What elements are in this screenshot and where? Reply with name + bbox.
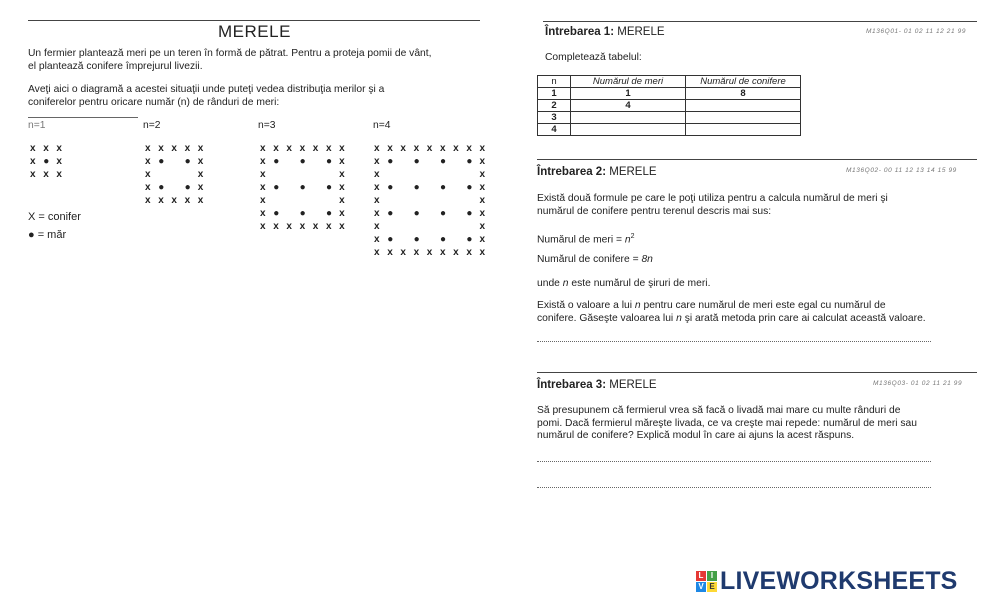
q3-heading (537, 379, 657, 391)
table-row (538, 124, 801, 136)
empty-cell (427, 181, 440, 194)
apple-mark: ● (439, 156, 447, 167)
conifer-mark: x (374, 169, 381, 180)
intro-line-2: el plantează conifere împrejurul livezii. (28, 60, 203, 72)
empty-cell (466, 220, 479, 233)
conifer-mark: x (260, 143, 267, 154)
task1-var: n (634, 300, 641, 311)
task1-b: pentru care numărul de meri este egal cu numărul de (640, 300, 886, 311)
conifer-mark: x (197, 143, 205, 154)
formula2-label: Numărul de conifere = (537, 254, 642, 265)
diagram-row (260, 194, 352, 207)
apple-mark: ● (273, 156, 281, 167)
conifer-mark: x (466, 247, 473, 258)
empty-cell (313, 155, 326, 168)
diagram-row (374, 220, 493, 233)
conifer-mark: x (479, 156, 487, 167)
diagram-row (30, 155, 70, 168)
empty-cell (171, 155, 184, 168)
liveworksheets-icon (696, 571, 717, 592)
conifer-mark: x (374, 195, 381, 206)
q2-task-line-1 (537, 300, 926, 313)
diagram-row (30, 168, 70, 181)
conifer-mark: x (145, 195, 152, 206)
apple-mark: ● (184, 156, 192, 167)
diagram-row (374, 233, 493, 246)
conifer-mark: x (184, 195, 192, 206)
table-row (538, 112, 801, 124)
grid-label-n4: n=4 (373, 120, 391, 131)
conifer-mark: x (145, 182, 152, 193)
empty-cell (300, 168, 313, 181)
q3-top-rule (537, 372, 977, 373)
legend-conifer: X = conifer (28, 211, 81, 223)
task1-a: Există o valoare a lui (537, 300, 635, 311)
conifer-mark: x (312, 221, 320, 232)
empty-cell (427, 233, 440, 246)
q2-title: MERELE (609, 166, 657, 178)
conifer-mark: x (400, 143, 407, 154)
conifer-mark: x (374, 221, 381, 232)
page-title: MERELE (218, 22, 291, 41)
conifer-mark: x (479, 234, 487, 245)
table-header-apples: Numărul de meri (571, 76, 686, 88)
empty-cell (414, 194, 427, 207)
apple-mark: ● (466, 156, 474, 167)
conifer-mark: x (145, 156, 152, 167)
diagram-row (374, 142, 493, 155)
conifer-mark: x (325, 221, 333, 232)
q2-intro-line-1: Există două formule pe care le poţi utiliza pentru a calcula numărul de meri şi (537, 193, 888, 204)
conifer-mark: x (43, 169, 50, 180)
q2-code: M136Q02- 00 11 12 13 14 15 99 (846, 167, 957, 174)
diagram-n2 (145, 142, 211, 207)
apple-mark: ● (413, 156, 421, 167)
formula1-label: Numărul de meri = (537, 234, 625, 246)
conifer-mark: x (413, 247, 421, 258)
q3-title: MERELE (609, 379, 657, 391)
empty-cell (466, 168, 479, 181)
conifer-mark: x (30, 156, 37, 167)
conifer-mark: x (56, 169, 63, 180)
table-cell-apples[interactable]: 1 (571, 88, 686, 100)
conifer-mark: x (479, 182, 487, 193)
conifer-mark: x (479, 247, 487, 258)
diagram-row (374, 168, 493, 181)
conifer-mark: x (197, 182, 205, 193)
conifer-mark: x (197, 156, 205, 167)
where-text: este numărul de şiruri de meri. (568, 278, 711, 289)
grid-label-n1: n=1 (28, 120, 46, 131)
empty-cell (440, 194, 453, 207)
apple-mark: ● (439, 234, 447, 245)
conifer-mark: x (413, 143, 421, 154)
empty-cell (273, 194, 286, 207)
apple-mark: ● (158, 156, 166, 167)
conifer-mark: x (400, 247, 407, 258)
diagram-row (374, 246, 493, 259)
table-cell-conifers[interactable] (686, 124, 801, 136)
diagram-row (260, 142, 352, 155)
table-cell-n: 4 (538, 124, 571, 136)
q2-formula-conifers (537, 254, 653, 267)
q1-table (537, 75, 801, 136)
diagram-n1 (30, 142, 70, 181)
intro-line-1: Un fermier plantează meri pe un teren în formă de pătrat. Pentru a proteja pomii de vânt, (28, 48, 432, 59)
conifer-mark: x (158, 143, 165, 154)
empty-cell (171, 168, 184, 181)
empty-cell (427, 168, 440, 181)
table-cell-conifers[interactable] (686, 100, 801, 112)
conifer-mark: x (339, 195, 346, 206)
apple-mark: ● (387, 182, 395, 193)
diagram-n4 (374, 142, 493, 259)
conifer-mark: x (273, 221, 280, 232)
apple-mark: ● (439, 182, 447, 193)
formula2-value: 8n (641, 254, 653, 265)
apple-mark: ● (387, 234, 395, 245)
conifer-mark: x (374, 156, 381, 167)
conifer-mark: x (453, 143, 460, 154)
empty-cell (400, 181, 413, 194)
conifer-mark: x (171, 195, 178, 206)
conifer-mark: x (145, 169, 152, 180)
conifer-mark: x (171, 143, 178, 154)
empty-cell (453, 220, 466, 233)
empty-cell (326, 194, 339, 207)
diagram-paragraph (28, 84, 488, 109)
table-cell-n: 1 (538, 88, 571, 100)
empty-cell (453, 207, 466, 220)
diagram-row (145, 142, 211, 155)
conifer-mark: x (184, 143, 192, 154)
conifer-mark: x (479, 169, 487, 180)
empty-cell (387, 194, 400, 207)
diagram-row (145, 181, 211, 194)
formula1-var: n (624, 234, 631, 246)
left-top-rule (28, 20, 480, 21)
q3-label: Întrebarea 3: (537, 379, 607, 391)
empty-cell (453, 168, 466, 181)
apple-mark: ● (273, 182, 281, 193)
diagram-row (374, 155, 493, 168)
diagram-row (145, 194, 211, 207)
conifer-mark: x (145, 143, 152, 154)
q3-answer-line-1[interactable] (537, 461, 931, 463)
task2-a: conifere. Găseşte valoarea lui (537, 312, 677, 324)
apple-mark: ● (325, 208, 333, 219)
empty-cell (387, 220, 400, 233)
empty-cell (286, 194, 299, 207)
q2-label: Întrebarea 2: (537, 166, 607, 178)
empty-cell (158, 168, 171, 181)
table-row (538, 88, 801, 100)
formula1-exp: 2 (630, 233, 635, 240)
where-var: n (562, 278, 569, 289)
apple-mark: ● (325, 156, 333, 167)
diagram-row (374, 194, 493, 207)
intro-paragraph (28, 48, 488, 73)
empty-cell (400, 233, 413, 246)
empty-cell (453, 233, 466, 246)
table-header-row (538, 76, 801, 88)
where-prefix: unde (537, 278, 563, 289)
logo-text: LIVEWORKSHEETS (720, 567, 958, 595)
table-cell-apples[interactable] (571, 124, 686, 136)
q3-code: M136Q03- 01 02 11 21 99 (873, 380, 963, 387)
logo-tile-l: L (696, 571, 706, 581)
q2-task-line-2 (537, 313, 926, 326)
apple-mark: ● (413, 208, 421, 219)
empty-cell (440, 168, 453, 181)
grid-label-n3: n=3 (258, 120, 276, 131)
apple-mark: ● (158, 182, 166, 193)
q3-text (537, 405, 917, 443)
conifer-mark: x (339, 208, 346, 219)
apple-mark: ● (325, 182, 333, 193)
conifer-mark: x (339, 143, 346, 154)
empty-cell (453, 194, 466, 207)
table-cell-n: 2 (538, 100, 571, 112)
empty-cell (400, 168, 413, 181)
conifer-mark: x (56, 156, 63, 167)
q1-top-rule (543, 21, 977, 22)
apple-mark: ● (184, 182, 192, 193)
empty-cell (286, 155, 299, 168)
conifer-mark: x (325, 143, 333, 154)
conifer-mark: x (260, 221, 267, 232)
conifer-mark: x (439, 247, 447, 258)
q2-task (537, 300, 926, 325)
task2-var: n (676, 312, 682, 324)
conifer-mark: x (387, 247, 394, 258)
table-cell-conifers[interactable]: 8 (686, 88, 801, 100)
conifer-mark: x (286, 143, 293, 154)
conifer-mark: x (339, 169, 346, 180)
empty-cell (400, 155, 413, 168)
empty-cell (286, 168, 299, 181)
empty-cell (427, 220, 440, 233)
apple-mark: ● (413, 182, 421, 193)
diagram-row (260, 220, 352, 233)
empty-cell (440, 220, 453, 233)
empty-cell (185, 168, 198, 181)
conifer-mark: x (479, 143, 487, 154)
empty-cell (387, 168, 400, 181)
empty-cell (427, 155, 440, 168)
conifer-mark: x (299, 221, 307, 232)
empty-cell (326, 168, 339, 181)
empty-cell (313, 168, 326, 181)
diagram-row (260, 181, 352, 194)
apple-mark: ● (299, 156, 307, 167)
apple-mark: ● (466, 208, 474, 219)
empty-cell (273, 168, 286, 181)
apple-mark: ● (299, 182, 307, 193)
q3-answer-line-2[interactable] (537, 487, 931, 489)
conifer-mark: x (158, 195, 165, 206)
empty-cell (400, 220, 413, 233)
q1-heading (545, 26, 665, 38)
conifer-mark: x (197, 195, 205, 206)
liveworksheets-logo[interactable] (696, 567, 958, 596)
q2-formula-apples (537, 231, 634, 247)
q2-intro (537, 193, 888, 218)
apple-mark: ● (413, 234, 421, 245)
conifer-mark: x (273, 143, 280, 154)
conifer-mark: x (439, 143, 447, 154)
table-cell-conifers[interactable] (686, 112, 801, 124)
empty-cell (286, 207, 299, 220)
conifer-mark: x (312, 143, 320, 154)
empty-cell (427, 207, 440, 220)
apple-mark: ● (273, 208, 281, 219)
conifer-mark: x (374, 143, 381, 154)
conifer-mark: x (479, 208, 487, 219)
grid-rule (28, 117, 138, 118)
diagram-line-2: coniferelor pentru oricare număr (n) de rânduri de meri: (28, 96, 280, 108)
q2-answer-line[interactable] (537, 341, 931, 343)
diagram-row (260, 168, 352, 181)
conifer-mark: x (453, 247, 460, 258)
q2-top-rule (537, 159, 977, 160)
logo-tile-e: E (707, 582, 717, 592)
apple-mark: ● (466, 182, 474, 193)
q3-line-3: numărul de conifere? Explică modul în care ai ajuns la acest răspuns. (537, 430, 855, 441)
q1-label: Întrebarea 1: (545, 26, 615, 38)
empty-cell (414, 220, 427, 233)
q1-title: MERELE (617, 26, 665, 38)
conifer-mark: x (339, 156, 346, 167)
conifer-mark: x (374, 234, 381, 245)
conifer-mark: x (374, 208, 381, 219)
conifer-mark: x (479, 221, 487, 232)
diagram-row (30, 142, 70, 155)
table-header-n: n (538, 76, 571, 88)
conifer-mark: x (286, 221, 293, 232)
task2-b: şi arată metoda prin care ai calculat această valoare. (681, 312, 926, 324)
conifer-mark: x (260, 195, 267, 206)
empty-cell (313, 194, 326, 207)
q2-heading (537, 166, 657, 178)
empty-cell (313, 181, 326, 194)
empty-cell (453, 155, 466, 168)
q3-line-2: pomi. Dacă fermierul măreşte livada, ce va creşte mai repede: numărul de meri sau (537, 417, 917, 429)
q3-line-1: Să presupunem că fermierul vrea să facă o livadă mai mare cu multe rânduri de (537, 405, 901, 416)
conifer-mark: x (30, 143, 37, 154)
conifer-mark: x (466, 143, 473, 154)
empty-cell (286, 181, 299, 194)
diagram-row (260, 207, 352, 220)
q1-code: M136Q01- 01 02 11 12 21 99 (866, 28, 967, 35)
conifer-mark: x (426, 247, 434, 258)
conifer-mark: x (426, 143, 434, 154)
empty-cell (400, 207, 413, 220)
empty-cell (453, 181, 466, 194)
empty-cell (313, 207, 326, 220)
empty-cell (171, 181, 184, 194)
conifer-mark: x (197, 169, 205, 180)
diagram-line-1: Aveţi aici o diagramă a acestei situaţii unde puteţi vedea distribuţia merilor şi a (28, 84, 385, 95)
apple-mark: ● (43, 156, 51, 167)
apple-mark: ● (439, 208, 447, 219)
conifer-mark: x (387, 143, 394, 154)
table-header-conifers: Numărul de conifere (686, 76, 801, 88)
diagram-row (145, 155, 211, 168)
diagram-row (260, 155, 352, 168)
apple-mark: ● (387, 156, 395, 167)
conifer-mark: x (43, 143, 50, 154)
apple-mark: ● (466, 234, 474, 245)
conifer-mark: x (339, 182, 346, 193)
empty-cell (400, 194, 413, 207)
conifer-mark: x (260, 208, 267, 219)
table-cell-n: 3 (538, 112, 571, 124)
conifer-mark: x (339, 221, 346, 232)
table-cell-apples[interactable]: 4 (571, 100, 686, 112)
q2-where (537, 278, 710, 291)
legend-apple: ● = măr (28, 229, 67, 241)
conifer-mark: x (299, 143, 307, 154)
apple-mark: ● (299, 208, 307, 219)
q1-instruction: Completează tabelul: (545, 52, 642, 63)
diagram-row (145, 168, 211, 181)
conifer-mark: x (260, 182, 267, 193)
empty-cell (300, 194, 313, 207)
conifer-mark: x (374, 182, 381, 193)
logo-tile-i: I (707, 571, 717, 581)
diagram-row (374, 181, 493, 194)
diagram-n3 (260, 142, 352, 233)
q2-intro-line-2: numărul de conifere pentru terenul descris mai sus: (537, 205, 772, 217)
conifer-mark: x (374, 247, 381, 258)
diagram-row (374, 207, 493, 220)
apple-mark: ● (387, 208, 395, 219)
conifer-mark: x (260, 169, 267, 180)
conifer-mark: x (260, 156, 267, 167)
empty-cell (414, 168, 427, 181)
conifer-mark: x (479, 195, 487, 206)
grid-label-n2: n=2 (143, 120, 161, 131)
empty-cell (466, 194, 479, 207)
table-cell-apples[interactable] (571, 112, 686, 124)
conifer-mark: x (56, 143, 63, 154)
table-row (538, 100, 801, 112)
logo-tile-v: V (696, 582, 706, 592)
conifer-mark: x (30, 169, 37, 180)
empty-cell (427, 194, 440, 207)
